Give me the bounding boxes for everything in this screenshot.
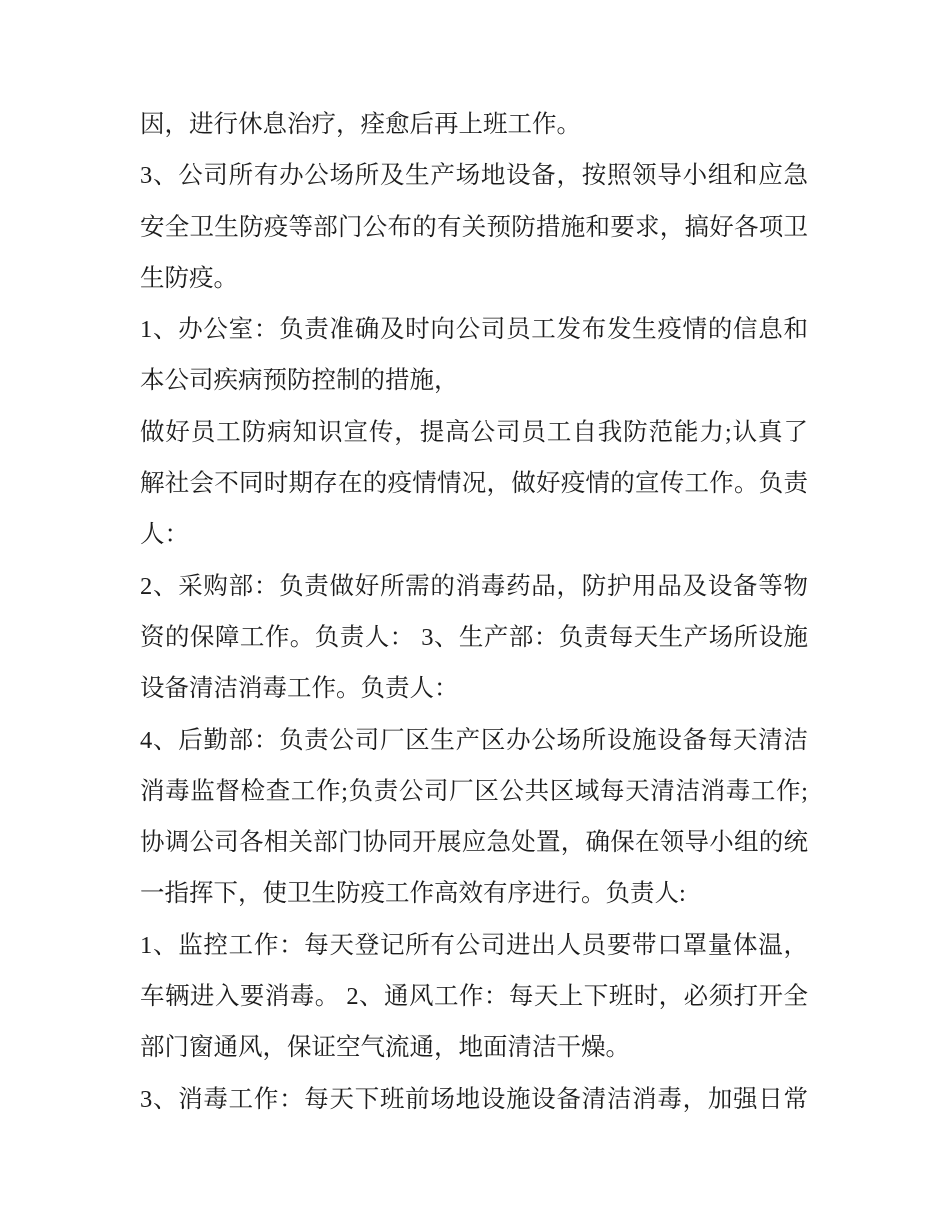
text-line: 3、消毒工作：每天下班前场地设施设备清洁消毒，加强日常 xyxy=(140,1085,808,1113)
text-line: 安全卫生防疫等部门公布的有关预防措施和要求，搞好各项卫 xyxy=(140,213,808,241)
text-line: 1、办公室：负责准确及时向公司员工发布发生疫情的信息和 xyxy=(140,316,808,344)
document-text-block xyxy=(140,99,808,1125)
text-line: 人： xyxy=(140,521,189,549)
text-line: 部门窗通风，保证空气流通，地面清洁干燥。 xyxy=(140,1034,630,1062)
text-line: 消毒监督检查工作;负责公司厂区公共区域每天清洁消毒工作; xyxy=(140,777,808,805)
text-line: 1、监控工作：每天登记所有公司进出人员要带口罩量体温， xyxy=(140,931,808,959)
text-line: 做好员工防病知识宣传，提高公司员工自我防范能力;认真了 xyxy=(140,418,808,446)
text-line: 一指挥下，使卫生防疫工作高效有序进行。负责人: xyxy=(140,880,686,908)
text-line: 因，进行休息治疗，痊愈后再上班工作。 xyxy=(140,111,581,138)
text-line: 本公司疾病预防控制的措施， xyxy=(140,367,459,395)
text-line: 生防疫。 xyxy=(140,264,238,292)
text-line: 3、公司所有办公场所及生产场地设备，按照领导小组和应急 xyxy=(140,162,808,190)
text-line: 4、后勤部：负责公司厂区生产区办公场所设施设备每天清洁 xyxy=(140,726,808,754)
text-line: 设备清洁消毒工作。负责人： xyxy=(140,675,459,703)
text-line: 协调公司各相关部门协同开展应急处置，确保在领导小组的统 xyxy=(140,829,808,857)
text-line: 2、采购部：负责做好所需的消毒药品，防护用品及设备等物 xyxy=(140,572,808,600)
text-line: 资的保障工作。负责人： 3、生产部：负责每天生产场所设施 xyxy=(140,623,808,651)
text-line: 解社会不同时期存在的疫情情况，做好疫情的宣传工作。负责 xyxy=(140,470,808,498)
text-line: 车辆进入要消毒。 2、通风工作：每天上下班时，必须打开全 xyxy=(140,983,808,1011)
